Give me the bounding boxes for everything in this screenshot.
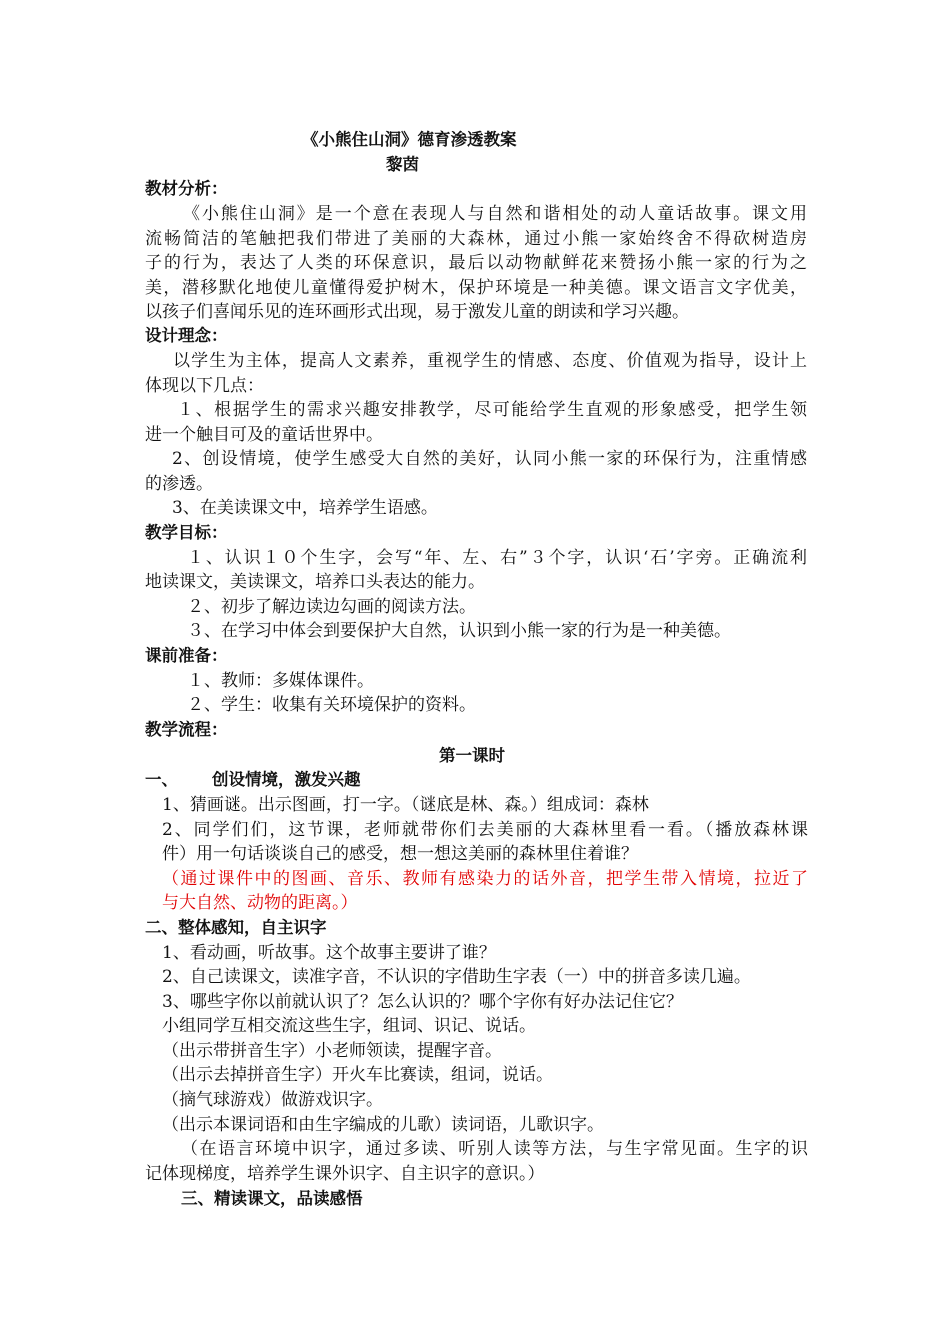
prep-line-1: １、教师：多媒体课件。 bbox=[187, 671, 374, 691]
analysis-line-4: 美，潜移默化地使儿童懂得爱护树木，保护环境是一种美德。课文语言文字优美， bbox=[145, 278, 807, 298]
section2-line-3: 3、哪些字你以前就认识了？怎么认识的？哪个字你有好办法记住它？ bbox=[162, 992, 683, 1012]
goals-line-4: ３、在学习中体会到要保护大自然，认识到小熊一家的行为是一种美德。 bbox=[187, 621, 731, 641]
section1-number: 一、 bbox=[145, 770, 178, 789]
section2-line-4: 小组同学互相交流这些生字，组词、识记、说话。 bbox=[162, 1016, 536, 1036]
goals-heading: 教学目标： bbox=[145, 523, 228, 542]
section2-heading: 二、整体感知，自主识字 bbox=[145, 918, 327, 937]
concept-line-6: 的渗透。 bbox=[145, 474, 213, 494]
analysis-line-2: 流畅简洁的笔触把我们带进了美丽的大森林，通过小熊一家始终舍不得砍树造房 bbox=[145, 229, 807, 249]
section2-note-line-1: （在语言环境中识字，通过多读、听别人读等方法，与生字常见面。生字的识 bbox=[181, 1139, 808, 1159]
lesson-title: 第一课时 bbox=[439, 746, 505, 765]
section1-line-2: 2、同学们们，这节课，老师就带你们去美丽的大森林里看一看。（播放森林课 bbox=[162, 820, 808, 840]
goals-line-2: 地读课文，美读课文，培养口头表达的能力。 bbox=[145, 572, 485, 592]
prep-line-2: ２、学生：收集有关环境保护的资料。 bbox=[187, 695, 476, 715]
process-heading: 教学流程： bbox=[145, 720, 228, 739]
section3-heading: 三、精读课文，品读感悟 bbox=[181, 1189, 363, 1208]
analysis-line-3: 子的行为，表达了人类的环保意识，最后以动物献鲜花来赞扬小熊一家的行为之 bbox=[145, 253, 807, 273]
analysis-line-1: 《小熊住山洞》是一个意在表现人与自然和谐相处的动人童话故事。课文用 bbox=[183, 204, 807, 224]
analysis-line-5: 以孩子们喜闻乐见的连环画形式出现，易于激发儿童的朗读和学习兴趣。 bbox=[145, 302, 689, 322]
section2-note-line-2: 记体现梯度，培养学生课外识字、自主识字的意识。） bbox=[145, 1164, 545, 1184]
concept-line-7: 3、在美读课文中，培养学生语感。 bbox=[172, 498, 438, 518]
concept-line-4: 进一个触目可及的童话世界中。 bbox=[145, 425, 383, 445]
section2-line-8: （出示本课词语和由生字编成的儿歌）读词语，儿歌识字。 bbox=[162, 1115, 604, 1135]
section2-line-1: 1、看动画，听故事。这个故事主要讲了谁？ bbox=[162, 943, 496, 963]
section1-line-1: 1、猜画谜。出示图画，打一字。（谜底是林、森。）组成词：森林 bbox=[162, 795, 649, 815]
concept-line-1: 以学生为主体，提高人文素养，重视学生的情感、态度、价值观为指导，设计上 bbox=[173, 351, 807, 371]
concept-line-3: １、根据学生的需求兴趣安排教学，尽可能给学生直观的形象感受，把学生领 bbox=[177, 400, 807, 420]
section1-line-3: 件）用一句话谈谈自己的感受，想一想这美丽的森林里住着谁？ bbox=[162, 844, 638, 864]
author-name: 黎茵 bbox=[386, 155, 419, 174]
document-title: 《小熊住山洞》德育渗透教案 bbox=[302, 130, 517, 149]
prep-heading: 课前准备： bbox=[145, 646, 228, 665]
goals-line-3: ２、初步了解边读边勾画的阅读方法。 bbox=[187, 597, 476, 617]
concept-line-5: 2、创设情境，使学生感受大自然的美好，认同小熊一家的环保行为，注重情感 bbox=[172, 449, 807, 469]
section2-line-5: （出示带拼音生字）小老师领读，提醒字音。 bbox=[162, 1041, 502, 1061]
section1-note-line-1: （通过课件中的图画、音乐、教师有感染力的话外音，把学生带入情境，拉近了 bbox=[162, 869, 808, 889]
section2-line-7: （摘气球游戏）做游戏识字。 bbox=[162, 1090, 383, 1110]
section2-line-2: 2、自己读课文，读准字音，不认识的字借助生字表（一）中的拼音多读几遍。 bbox=[162, 967, 751, 987]
concept-heading: 设计理念： bbox=[145, 326, 228, 345]
section1-note-line-2: 与大自然、动物的距离。） bbox=[162, 893, 358, 913]
section2-line-6: （出示去掉拼音生字）开火车比赛读，组词，说话。 bbox=[162, 1065, 553, 1085]
section1-title: 创设情境，激发兴趣 bbox=[212, 770, 361, 789]
concept-line-2: 体现以下几点： bbox=[145, 376, 264, 396]
goals-line-1: １、认识１０个生字，会写“年、左、右”３个字，认识‘石’字旁。正确流利 bbox=[187, 548, 807, 568]
analysis-heading: 教材分析： bbox=[145, 179, 228, 198]
